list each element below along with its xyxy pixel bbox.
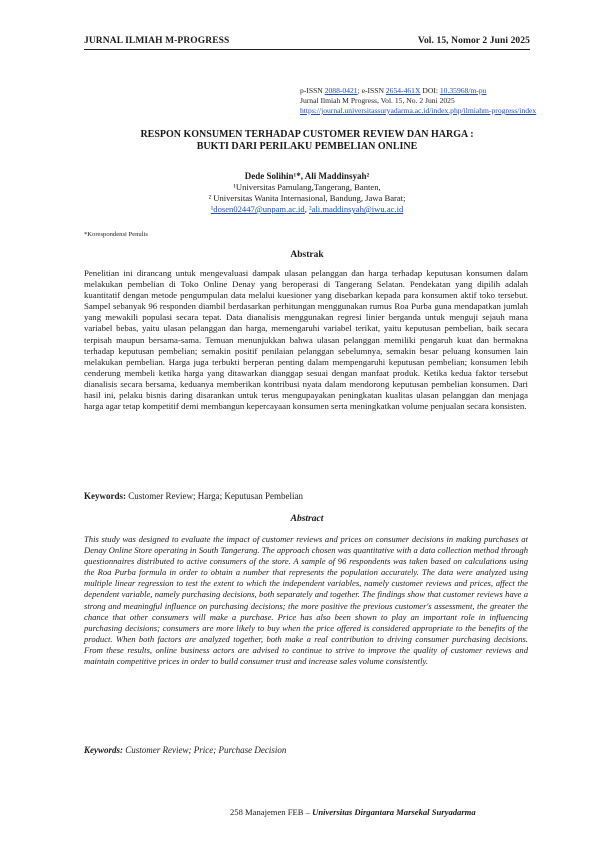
issue-info: Vol. 15, Nomor 2 Juni 2025 [417, 36, 530, 46]
title-line-2: BUKTI DARI PERILAKU PEMBELIAN ONLINE [196, 141, 418, 152]
paper-title [84, 129, 530, 153]
journal-citation: Jurnal Ilmiah M Progress, Vol. 15, No. 2 Juni 2025 [300, 96, 455, 105]
journal-name: JURNAL ILMIAH M-PROGRESS [84, 36, 230, 46]
page-number: 258 [230, 807, 243, 817]
abstrak-body: Penelitian ini dirancang untuk mengevaluasi dampak ulasan pelanggan dan harga terhadap keputusan konsumen dalam melakukan pembelian di Toko Online Denay yang beroperasi di Tangerang Selatan. Pendekatan yang dipilih adalah kuantitatif dengan metode pengumpulan data melalui kuesioner yang disebarkan kepada para konsumen aktif toko tersebut. Sampel sebanyak 96 responden diambil berdasarkan perhitungan menggunakan rumus Roa Purba guna mendapatkan jumlah yang mewakili populasi secara tepat. Data dianalisis menggunakan regresi linier berganda untuk menguji sejauh mana variabel bebas, yaitu ulasan pelanggan dan harga, memengaruhi variabel terikat, yaitu keputusan pembelian, baik secara terpisah maupun bersama-sama. Temuan menunjukkan bahwa ulasan pelanggan memiliki pengaruh kuat dan bermakna terhadap keputusan pembelian; semakin positif penilaian pelanggan sebelumnya, semakin besar peluang konsumen lain melakukan pembelian. Harga juga terbukti berperan penting dalam mempengaruhi keputusan pembelian; konsumen lebih cenderung membeli ketika harga yang ditawarkan dianggap sesuai dengan manfaat produk. Ketika kedua faktor tersebut dianalisis secara bersama, keduanya memberikan kontribusi nyata dalam mendorong keputusan pembelian konsumen. Dari hasil ini, pelaku bisnis daring disarankan untuk terus mengupayakan peningkatan kualitas ulasan pelanggan dan menjaga harga agar tetap kompetitif demi membangun kepercayaan konsumen serta meningkatkan volume penjualan secara konsisten. [84, 268, 528, 412]
eissn-link[interactable]: 2654-461X [385, 86, 421, 95]
abstract-body: This study was designed to evaluate the impact of customer reviews and prices on consumer decisions in making purchases at Denay Online Store operating in South Tangerang. The approach chosen was quantitative with a data collection method through questionnaires distributed to active consumers of the store. A sample of 96 respondents was taken based on calculations using the Roa Purba formula in order to obtain a number that represents the population accurately. The data were analyzed using multiple linear regression to test the extent to which the independent variables, namely customer reviews and prices, affect the dependent variable, namely purchasing decisions, both separately and together. The findings show that customer reviews have a strong and meaningful influence on purchasing decisions; the more positive the previous customer's assessment, the greater the chance that other consumers will make a purchase. Price has also been shown to play an important role in influencing purchasing decisions; consumers are more likely to buy when the price offered is considered appropriate to the benefits of the product. When both factors are analyzed together, both make a real contribution to driving consumer purchasing decisions. From these results, online business actors are advised to continue to strive to improve the quality of customer reviews and maintain competitive prices in order to build consumer trust and increase sales volume consistently. [84, 534, 528, 667]
abstract-heading: Abstract [290, 514, 324, 524]
abstract-keywords [84, 745, 530, 755]
keywords-label: Keywords: [84, 491, 126, 501]
footer-text: Manajemen FEB – [242, 807, 313, 817]
doi-label: DOI: [420, 86, 440, 95]
pissn-link[interactable]: 2088-0421 [324, 86, 358, 95]
page-footer [230, 807, 540, 817]
correspondence-note: *Korespondensi Penulis [84, 231, 148, 238]
affiliation-1: ¹Universitas Pamulang,Tangerang, Banten, [233, 182, 381, 192]
publication-meta [300, 86, 590, 116]
issn-line [300, 86, 590, 96]
abstrak-heading: Abstrak [290, 250, 324, 260]
email-link-1[interactable]: ¹dosen02447@unpam.ac.id [210, 204, 305, 214]
running-header [84, 36, 530, 50]
doi-link[interactable]: 10.35968/m-pu [439, 86, 487, 95]
eissn-label: ; e-ISSN [357, 86, 386, 95]
journal-url-link[interactable]: https://journal.universitassuryadarma.ac.id/index.php/ilmiahm-progress/index [300, 106, 537, 115]
keywords-text: Customer Review; Harga; Keputusan Pembelian [126, 491, 304, 501]
author-emails [84, 204, 530, 215]
author-block [84, 171, 530, 215]
abstrak-keywords [84, 491, 530, 501]
keywords-text-en: Customer Review; Price; Purchase Decision [123, 745, 287, 755]
footer-institution: Universitas Dirgantara Marsekal Suryadarma [312, 807, 476, 817]
email-separator: , [304, 204, 310, 214]
author-names: Dede Solihin¹*, Ali Maddinsyah² [244, 171, 370, 181]
title-line-1: RESPON KONSUMEN TERHADAP CUSTOMER REVIEW DAN HARGA : [140, 129, 474, 140]
pissn-label: p-ISSN [300, 86, 325, 95]
keywords-label-en: Keywords: [84, 745, 123, 755]
email-link-2[interactable]: ²ali.maddinsyah@iwu.ac.id [309, 204, 404, 214]
affiliation-2: ² Universitas Wanita Internasional, Bandung, Jawa Barat; [208, 193, 406, 203]
